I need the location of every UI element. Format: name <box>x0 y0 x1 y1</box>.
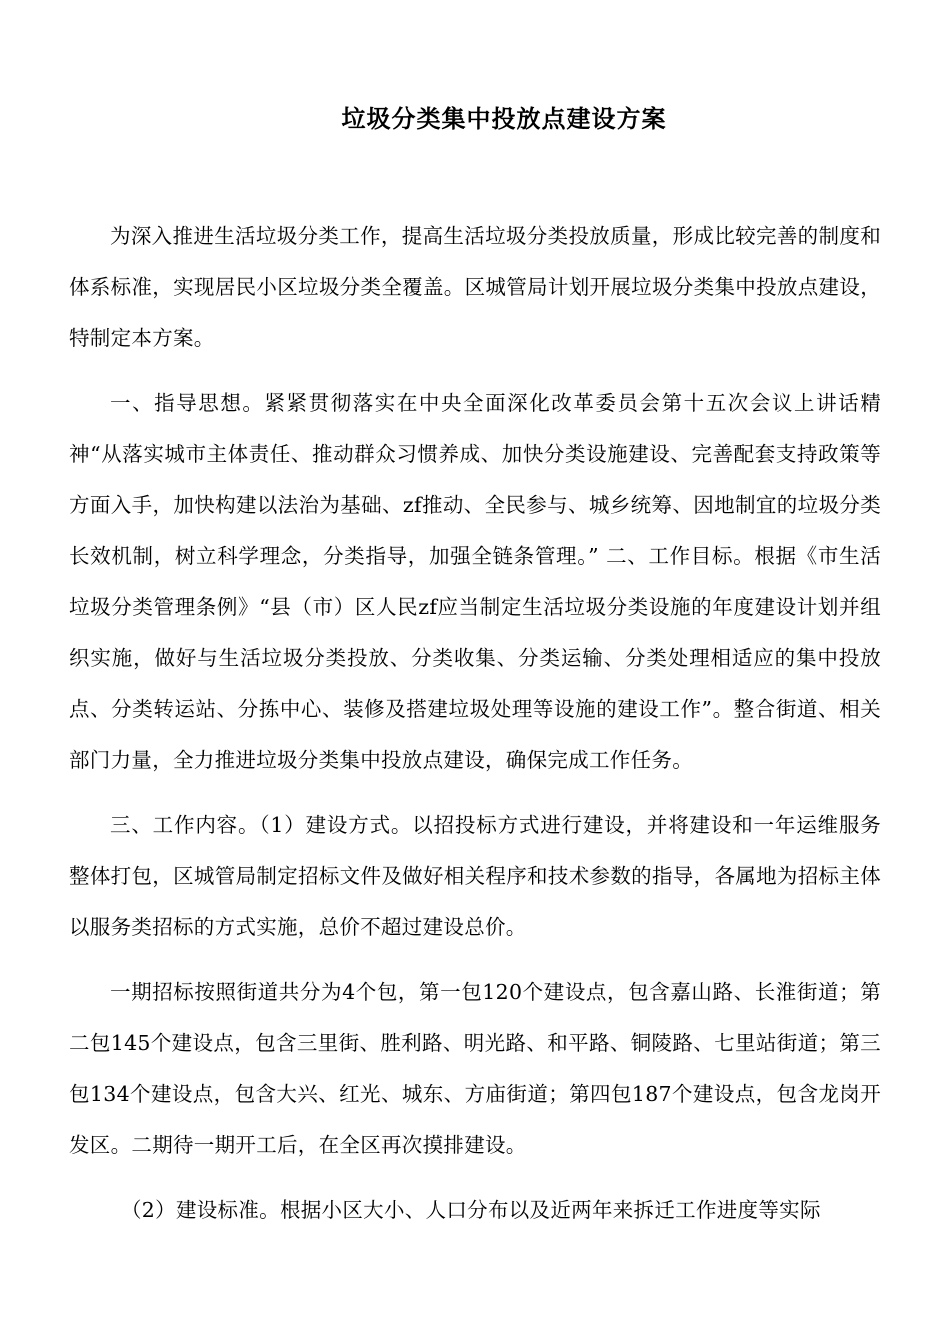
paragraph-guiding-ideology-and-goals: 一、指导思想。紧紧贯彻落实在中央全面深化改革委员会第十五次会议上讲话精神“从落实城市主体责任、推动群众习惯养成、加快分类设施建设、完善配套支持政策等方面入手，加快构建以法治为基础、zf推动、全民参与、城乡统筹、因地制宜的垃圾分类长效机制，树立科学理念，分类指导，加强全链条管理。” 二、工作目标。根据《市生活垃圾分类管理条例》“县（市）区人民zf应当制定生活垃圾分类设施的年度建设计划并组织实施，做好与生活垃圾分类投放、分类收集、分类运输、分类处理相适应的集中投放点、分类转运站、分拣中心、装修及搭建垃圾处理等设施的建设工作”。整合街道、相关部门力量，全力推进垃圾分类集中投放点建设，确保完成工作任务。 <box>69 391 881 772</box>
paragraph-phase-one-tender: 一期招标按照街道共分为4个包，第一包120个建设点，包含嘉山路、长淮街道；第二包145个建设点，包含三里街、胜利路、明光路、和平路、铜陵路、七里站街道；第三包134个建设点，包含大兴、红光、城东、方庙街道；第四包187个建设点，包含龙岗开发区。二期待一期开工后，在全区再次摸排建设。 <box>69 980 881 1157</box>
document-title: 垃圾分类集中投放点建设方案 <box>341 104 667 133</box>
paragraph-work-content: 三、工作内容。（1）建设方式。以招投标方式进行建设，并将建设和一年运维服务整体打包，区城管局制定招标文件及做好相关程序和技术参数的指导，各属地为招标主体以服务类招标的方式实施，总价不超过建设总价。 <box>69 813 881 939</box>
paragraph-intro: 为深入推进生活垃圾分类工作，提高生活垃圾分类投放质量，形成比较完善的制度和体系标准，实现居民小区垃圾分类全覆盖。区城管局计划开展垃圾分类集中投放点建设，特制定本方案。 <box>69 224 881 350</box>
document-body <box>69 211 881 1250</box>
paragraph-construction-standard: （2）建设标准。根据小区大小、人口分布以及近两年来拆迁工作进度等实际 <box>121 1198 821 1222</box>
